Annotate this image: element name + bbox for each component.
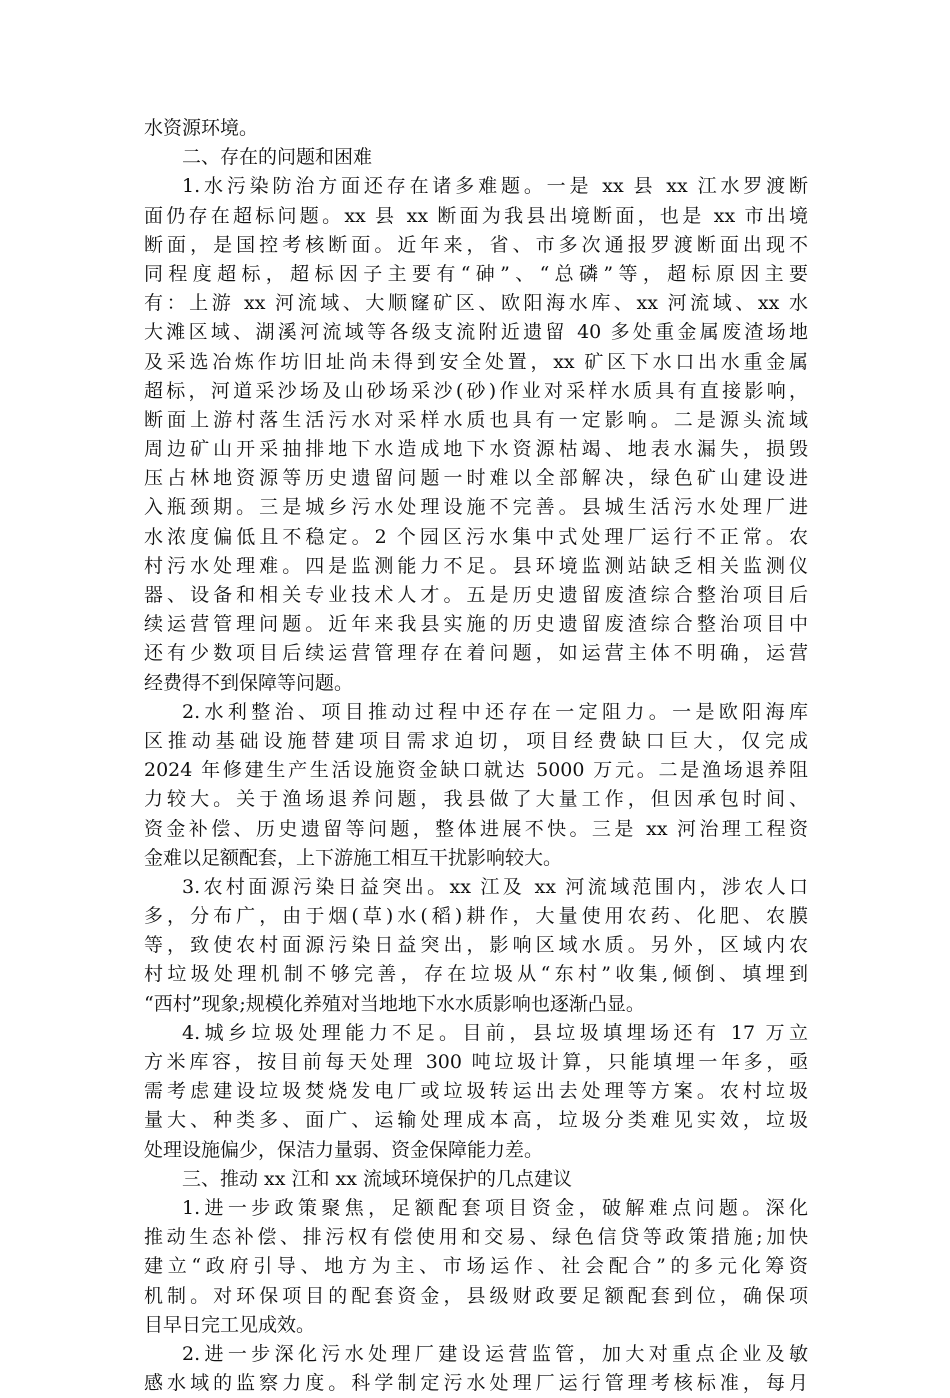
text-line: 4.城乡垃圾处理能力不足。目前，县垃圾填埋场还有 17 万立 bbox=[182, 1021, 808, 1044]
text-line: 建立“政府引导、地方为主、市场运作、社会配合”的多元化筹资 bbox=[144, 1255, 808, 1278]
text-line: 2.进一步深化污水处理厂建设运营监管，加大对重点企业及敏 bbox=[182, 1342, 808, 1365]
text-line: 感水域的监察力度。科学制定污水处理厂运行管理考核标准，每月 bbox=[144, 1372, 808, 1395]
text-line: 区推动基础设施替建项目需求迫切，项目经费缺口巨大，仅完成 bbox=[144, 729, 808, 752]
text-line: 面仍存在超标问题。xx 县 xx 断面为我县出境断面，也是 xx 市出境 bbox=[144, 204, 808, 227]
text-line: 周边矿山开采抽排地下水造成地下水资源枯竭、地表水漏失，损毁 bbox=[144, 438, 808, 461]
text-line: 经费得不到保障等问题。 bbox=[144, 671, 354, 694]
text-line: 及采选冶炼作坊旧址尚未得到安全处置，xx 矿区下水口出水重金属 bbox=[144, 350, 808, 373]
text-line: 量大、种类多、面广、运输处理成本高，垃圾分类难见实效，垃圾 bbox=[144, 1109, 808, 1132]
text-line: 金难以足额配套，上下游施工相互干扰影响较大。 bbox=[144, 846, 563, 869]
text-line: 断面，是国控考核断面。近年来，省、市多次通报罗渡断面出现不 bbox=[144, 233, 808, 256]
text-line: 器、设备和相关专业技术人才。五是历史遗留废渣综合整治项目后 bbox=[144, 584, 808, 606]
text-line: 水资源环境。 bbox=[144, 117, 259, 139]
text-line: 压占林地资源等历史遗留问题一时难以全部解决，绿色矿山建设进 bbox=[144, 467, 808, 490]
text-line: 多，分布广，由于烟(草)水(稻)耕作，大量使用农药、化肥、农膜 bbox=[144, 905, 808, 928]
text-line: 1.水污染防治方面还存在诸多难题。一是 xx 县 xx 江水罗渡断 bbox=[182, 175, 808, 198]
text-line: 二、存在的问题和困难 bbox=[182, 146, 373, 169]
text-line: 等，致使农村面源污染日益突出，影响区域水质。另外，区域内农 bbox=[144, 934, 808, 957]
text-line: 1.进一步政策聚焦，足额配套项目资金，破解难点问题。深化 bbox=[182, 1196, 808, 1219]
text-line: 需考虑建设垃圾焚烧发电厂或垃圾转运出去处理等方案。农村垃圾 bbox=[144, 1080, 808, 1103]
text-line: 2024 年修建生产生活设施资金缺口就达 5000 万元。二是渔场退养阻 bbox=[144, 759, 808, 782]
text-line: 力较大。关于渔场退养问题，我县做了大量工作，但因承包时间、 bbox=[144, 788, 808, 811]
text-line: 同程度超标，超标因子主要有“砷”、“总磷”等，超标原因主要 bbox=[144, 262, 808, 285]
text-line: 推动生态补偿、排污权有偿使用和交易、绿色信贷等政策措施;加快 bbox=[144, 1226, 808, 1249]
text-line: 3.农村面源污染日益突出。xx 江及 xx 河流域范围内，涉农人口 bbox=[182, 875, 808, 898]
text-line: 水浓度偏低且不稳定。2 个园区污水集中式处理厂运行不正常。农 bbox=[144, 525, 808, 548]
body-text bbox=[144, 114, 808, 1398]
text-line: 2.水利整治、项目推动过程中还存在一定阻力。一是欧阳海库 bbox=[182, 700, 808, 723]
text-line: 村垃圾处理机制不够完善，存在垃圾从“东村”收集,倾倒、填埋到 bbox=[144, 963, 808, 986]
text-line: 村污水处理难。四是监测能力不足。县环境监测站缺乏相关监测仪 bbox=[144, 554, 808, 577]
text-line: 超标，河道采沙场及山砂场采沙(砂)作业对采样水质具有直接影响， bbox=[144, 379, 808, 402]
text-line: 断面上游村落生活污水对采样水质也具有一定影响。二是源头流域 bbox=[144, 408, 808, 431]
text-line: 续运营管理问题。近年来我县实施的历史遗留废渣综合整治项目中 bbox=[144, 613, 808, 636]
text-line: “西村”现象;规模化养殖对当地地下水水质影响也逐渐凸显。 bbox=[144, 992, 645, 1015]
text-line: 目早日完工见成效。 bbox=[144, 1313, 316, 1336]
text-line: 处理设施偏少，保洁力量弱、资金保障能力差。 bbox=[144, 1138, 544, 1161]
text-line: 机制。对环保项目的配套资金，县级财政要足额配套到位，确保项 bbox=[144, 1284, 808, 1307]
text-line: 方米库容，按目前每天处理 300 吨垃圾计算，只能填埋一年多，亟 bbox=[144, 1051, 808, 1073]
text-line: 还有少数项目后续运营管理存在着问题，如运营主体不明确，运营 bbox=[144, 642, 808, 665]
text-line: 资金补偿、历史遗留等问题，整体进展不快。三是 xx 河治理工程资 bbox=[144, 817, 808, 840]
text-line: 大滩区域、湖溪河流域等各级支流附近遗留 40 多处重金属废渣场地 bbox=[144, 321, 808, 344]
text-line: 有：上游 xx 河流域、大顺窿矿区、欧阳海水库、xx 河流域、xx 水 bbox=[144, 292, 808, 315]
text-line: 入瓶颈期。三是城乡污水处理设施不完善。县城生活污水处理厂进 bbox=[144, 496, 808, 519]
text-line: 三、推动 xx 江和 xx 流域环境保护的几点建议 bbox=[182, 1167, 573, 1190]
